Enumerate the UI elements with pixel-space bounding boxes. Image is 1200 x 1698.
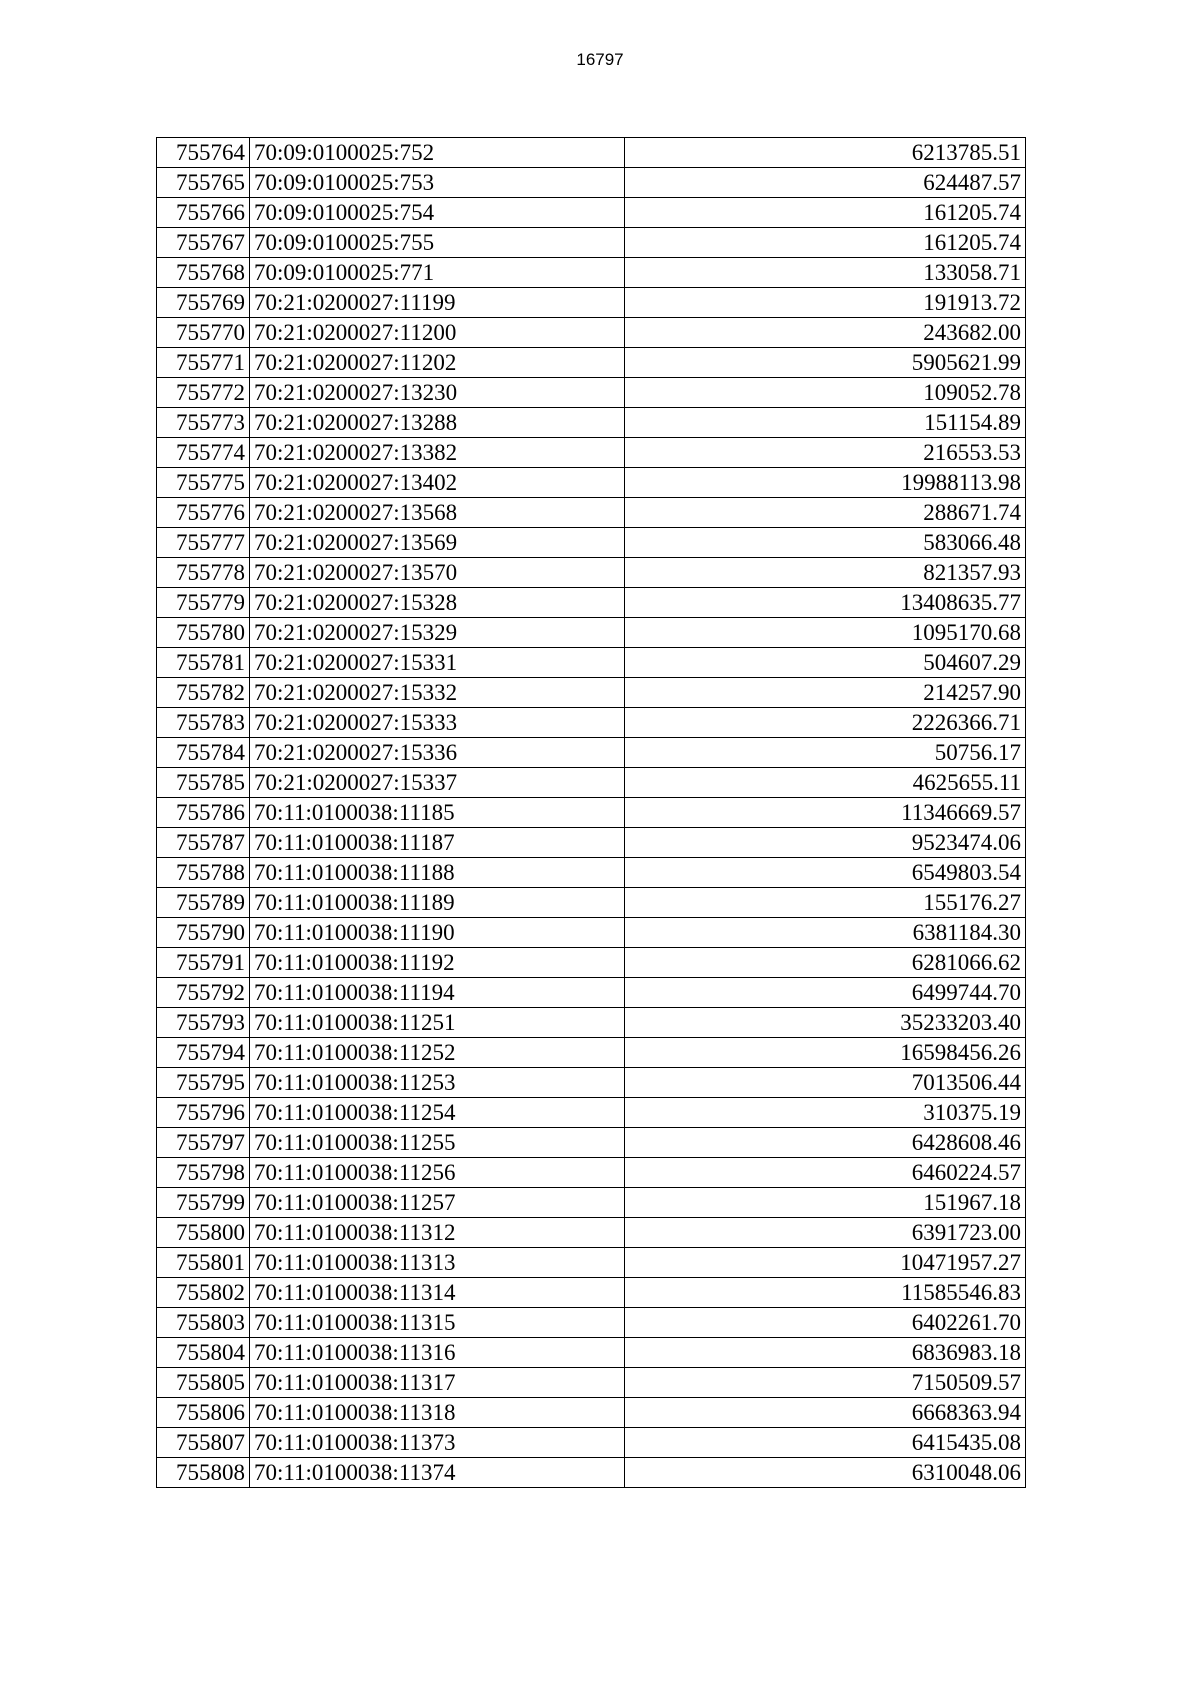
value-cell: 9523474.06 [625, 828, 1026, 858]
table-row [157, 678, 1026, 708]
value-cell: 6836983.18 [625, 1338, 1026, 1368]
cadastral-number-cell: 70:21:0200027:13568 [250, 498, 625, 528]
row-number-cell: 755792 [157, 978, 250, 1008]
value-cell: 6281066.62 [625, 948, 1026, 978]
table-row [157, 588, 1026, 618]
row-number-cell: 755781 [157, 648, 250, 678]
value-cell: 10471957.27 [625, 1248, 1026, 1278]
table-row [157, 378, 1026, 408]
cadastral-number-cell: 70:11:0100038:11312 [250, 1218, 625, 1248]
table-row [157, 288, 1026, 318]
row-number-cell: 755784 [157, 738, 250, 768]
row-number-cell: 755774 [157, 438, 250, 468]
row-number-cell: 755773 [157, 408, 250, 438]
row-number-cell: 755780 [157, 618, 250, 648]
row-number-cell: 755797 [157, 1128, 250, 1158]
value-cell: 2226366.71 [625, 708, 1026, 738]
table-row [157, 1278, 1026, 1308]
table-row [157, 1458, 1026, 1488]
value-cell: 6428608.46 [625, 1128, 1026, 1158]
value-cell: 151154.89 [625, 408, 1026, 438]
page-number: 16797 [576, 50, 624, 69]
row-number-cell: 755805 [157, 1368, 250, 1398]
cadastral-number-cell: 70:11:0100038:11188 [250, 858, 625, 888]
row-number-cell: 755798 [157, 1158, 250, 1188]
row-number-cell: 755765 [157, 168, 250, 198]
table-row [157, 798, 1026, 828]
table-row [157, 438, 1026, 468]
cadastral-number-cell: 70:11:0100038:11192 [250, 948, 625, 978]
table-row [157, 948, 1026, 978]
table-row [157, 528, 1026, 558]
row-number-cell: 755769 [157, 288, 250, 318]
table-row [157, 888, 1026, 918]
row-number-cell: 755783 [157, 708, 250, 738]
value-cell: 50756.17 [625, 738, 1026, 768]
table-body [157, 138, 1026, 1488]
table-row [157, 978, 1026, 1008]
table-row [157, 738, 1026, 768]
row-number-cell: 755793 [157, 1008, 250, 1038]
table-row [157, 768, 1026, 798]
table-row [157, 1368, 1026, 1398]
table-row [157, 1038, 1026, 1068]
value-cell: 1095170.68 [625, 618, 1026, 648]
value-cell: 624487.57 [625, 168, 1026, 198]
cadastral-value-table [156, 137, 1026, 1488]
value-cell: 6499744.70 [625, 978, 1026, 1008]
cadastral-number-cell: 70:11:0100038:11254 [250, 1098, 625, 1128]
row-number-cell: 755766 [157, 198, 250, 228]
table-row [157, 348, 1026, 378]
table-row [157, 168, 1026, 198]
row-number-cell: 755802 [157, 1278, 250, 1308]
cadastral-number-cell: 70:09:0100025:755 [250, 228, 625, 258]
value-cell: 6460224.57 [625, 1158, 1026, 1188]
value-cell: 35233203.40 [625, 1008, 1026, 1038]
table-row [157, 918, 1026, 948]
value-cell: 155176.27 [625, 888, 1026, 918]
row-number-cell: 755791 [157, 948, 250, 978]
table-row [157, 1068, 1026, 1098]
cadastral-number-cell: 70:11:0100038:11318 [250, 1398, 625, 1428]
table-row [157, 648, 1026, 678]
cadastral-number-cell: 70:11:0100038:11373 [250, 1428, 625, 1458]
cadastral-number-cell: 70:09:0100025:753 [250, 168, 625, 198]
row-number-cell: 755796 [157, 1098, 250, 1128]
value-cell: 161205.74 [625, 198, 1026, 228]
value-cell: 214257.90 [625, 678, 1026, 708]
value-cell: 6402261.70 [625, 1308, 1026, 1338]
cadastral-number-cell: 70:11:0100038:11257 [250, 1188, 625, 1218]
table-row [157, 858, 1026, 888]
value-cell: 504607.29 [625, 648, 1026, 678]
cadastral-number-cell: 70:11:0100038:11253 [250, 1068, 625, 1098]
row-number-cell: 755776 [157, 498, 250, 528]
value-cell: 6213785.51 [625, 138, 1026, 168]
value-cell: 19988113.98 [625, 468, 1026, 498]
table-row [157, 318, 1026, 348]
value-cell: 6549803.54 [625, 858, 1026, 888]
table-row [157, 408, 1026, 438]
table-row [157, 618, 1026, 648]
table-row [157, 138, 1026, 168]
cadastral-number-cell: 70:11:0100038:11251 [250, 1008, 625, 1038]
row-number-cell: 755806 [157, 1398, 250, 1428]
table-row [157, 1338, 1026, 1368]
value-cell: 6415435.08 [625, 1428, 1026, 1458]
table-row [157, 1248, 1026, 1278]
value-cell: 5905621.99 [625, 348, 1026, 378]
value-cell: 288671.74 [625, 498, 1026, 528]
value-cell: 13408635.77 [625, 588, 1026, 618]
row-number-cell: 755788 [157, 858, 250, 888]
row-number-cell: 755770 [157, 318, 250, 348]
cadastral-number-cell: 70:09:0100025:754 [250, 198, 625, 228]
row-number-cell: 755795 [157, 1068, 250, 1098]
cadastral-number-cell: 70:11:0100038:11256 [250, 1158, 625, 1188]
value-cell: 161205.74 [625, 228, 1026, 258]
value-cell: 6391723.00 [625, 1218, 1026, 1248]
row-number-cell: 755804 [157, 1338, 250, 1368]
row-number-cell: 755787 [157, 828, 250, 858]
value-cell: 243682.00 [625, 318, 1026, 348]
row-number-cell: 755803 [157, 1308, 250, 1338]
table-row [157, 558, 1026, 588]
cadastral-number-cell: 70:21:0200027:15331 [250, 648, 625, 678]
cadastral-number-cell: 70:21:0200027:11200 [250, 318, 625, 348]
cadastral-number-cell: 70:21:0200027:13570 [250, 558, 625, 588]
table-row [157, 1308, 1026, 1338]
value-cell: 6668363.94 [625, 1398, 1026, 1428]
cadastral-number-cell: 70:21:0200027:15329 [250, 618, 625, 648]
table-row [157, 1128, 1026, 1158]
value-cell: 216553.53 [625, 438, 1026, 468]
value-cell: 4625655.11 [625, 768, 1026, 798]
cadastral-number-cell: 70:21:0200027:13230 [250, 378, 625, 408]
row-number-cell: 755778 [157, 558, 250, 588]
value-cell: 583066.48 [625, 528, 1026, 558]
value-cell: 7013506.44 [625, 1068, 1026, 1098]
row-number-cell: 755779 [157, 588, 250, 618]
value-cell: 7150509.57 [625, 1368, 1026, 1398]
cadastral-number-cell: 70:11:0100038:11314 [250, 1278, 625, 1308]
row-number-cell: 755801 [157, 1248, 250, 1278]
row-number-cell: 755767 [157, 228, 250, 258]
cadastral-number-cell: 70:21:0200027:15333 [250, 708, 625, 738]
row-number-cell: 755771 [157, 348, 250, 378]
cadastral-number-cell: 70:11:0100038:11189 [250, 888, 625, 918]
table-row [157, 228, 1026, 258]
table-row [157, 1428, 1026, 1458]
table-row [157, 1158, 1026, 1188]
row-number-cell: 755772 [157, 378, 250, 408]
value-cell: 6381184.30 [625, 918, 1026, 948]
cadastral-number-cell: 70:11:0100038:11190 [250, 918, 625, 948]
row-number-cell: 755775 [157, 468, 250, 498]
row-number-cell: 755782 [157, 678, 250, 708]
row-number-cell: 755764 [157, 138, 250, 168]
row-number-cell: 755794 [157, 1038, 250, 1068]
value-cell: 109052.78 [625, 378, 1026, 408]
cadastral-number-cell: 70:11:0100038:11313 [250, 1248, 625, 1278]
row-number-cell: 755777 [157, 528, 250, 558]
table-row [157, 1188, 1026, 1218]
cadastral-number-cell: 70:21:0200027:13288 [250, 408, 625, 438]
table-row [157, 828, 1026, 858]
table-row [157, 198, 1026, 228]
value-cell: 16598456.26 [625, 1038, 1026, 1068]
value-cell: 151967.18 [625, 1188, 1026, 1218]
cadastral-number-cell: 70:11:0100038:11194 [250, 978, 625, 1008]
table-row [157, 1218, 1026, 1248]
cadastral-number-cell: 70:21:0200027:15336 [250, 738, 625, 768]
table-row [157, 258, 1026, 288]
value-cell: 821357.93 [625, 558, 1026, 588]
value-cell: 6310048.06 [625, 1458, 1026, 1488]
row-number-cell: 755800 [157, 1218, 250, 1248]
row-number-cell: 755808 [157, 1458, 250, 1488]
cadastral-number-cell: 70:11:0100038:11316 [250, 1338, 625, 1368]
cadastral-number-cell: 70:21:0200027:13402 [250, 468, 625, 498]
cadastral-number-cell: 70:11:0100038:11374 [250, 1458, 625, 1488]
row-number-cell: 755790 [157, 918, 250, 948]
value-cell: 191913.72 [625, 288, 1026, 318]
cadastral-number-cell: 70:21:0200027:11199 [250, 288, 625, 318]
cadastral-number-cell: 70:11:0100038:11315 [250, 1308, 625, 1338]
table-row [157, 498, 1026, 528]
cadastral-number-cell: 70:11:0100038:11187 [250, 828, 625, 858]
value-cell: 11346669.57 [625, 798, 1026, 828]
table-row [157, 708, 1026, 738]
cadastral-number-cell: 70:21:0200027:15332 [250, 678, 625, 708]
cadastral-number-cell: 70:21:0200027:15328 [250, 588, 625, 618]
table-row [157, 468, 1026, 498]
cadastral-number-cell: 70:11:0100038:11317 [250, 1368, 625, 1398]
table-row [157, 1398, 1026, 1428]
cadastral-number-cell: 70:11:0100038:11252 [250, 1038, 625, 1068]
cadastral-number-cell: 70:21:0200027:13569 [250, 528, 625, 558]
table-row [157, 1008, 1026, 1038]
value-cell: 133058.71 [625, 258, 1026, 288]
row-number-cell: 755789 [157, 888, 250, 918]
row-number-cell: 755768 [157, 258, 250, 288]
row-number-cell: 755786 [157, 798, 250, 828]
cadastral-number-cell: 70:21:0200027:11202 [250, 348, 625, 378]
row-number-cell: 755785 [157, 768, 250, 798]
cadastral-number-cell: 70:21:0200027:13382 [250, 438, 625, 468]
table-row [157, 1098, 1026, 1128]
row-number-cell: 755799 [157, 1188, 250, 1218]
cadastral-number-cell: 70:09:0100025:771 [250, 258, 625, 288]
cadastral-number-cell: 70:21:0200027:15337 [250, 768, 625, 798]
cadastral-number-cell: 70:09:0100025:752 [250, 138, 625, 168]
cadastral-number-cell: 70:11:0100038:11185 [250, 798, 625, 828]
row-number-cell: 755807 [157, 1428, 250, 1458]
value-cell: 11585546.83 [625, 1278, 1026, 1308]
value-cell: 310375.19 [625, 1098, 1026, 1128]
cadastral-number-cell: 70:11:0100038:11255 [250, 1128, 625, 1158]
